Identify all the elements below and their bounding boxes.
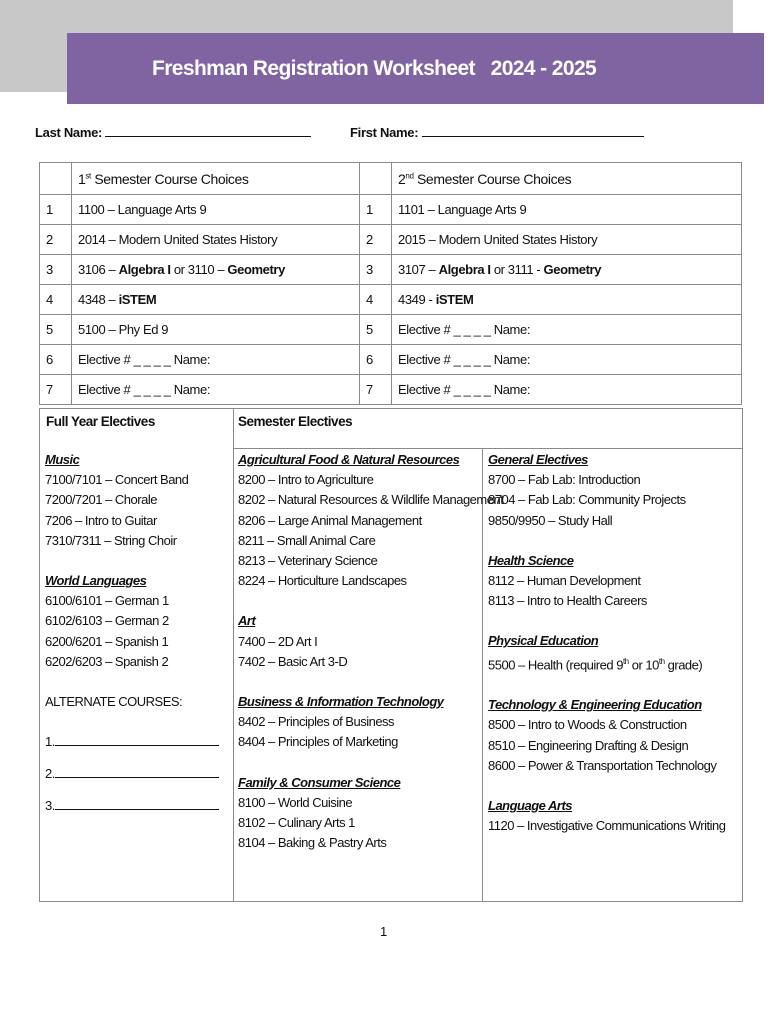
list-item: 8211 – Small Animal Care bbox=[238, 532, 376, 548]
sem1-course: 4348 – iSTEM bbox=[72, 285, 360, 315]
row-number: 1 bbox=[360, 195, 392, 225]
list-item: 8113 – Intro to Health Careers bbox=[488, 593, 647, 609]
table-row bbox=[40, 345, 742, 375]
sem2-elective-field[interactable]: Elective # _ _ _ _ Name: bbox=[392, 375, 742, 405]
alternate-course-field[interactable]: 2. bbox=[45, 764, 219, 786]
sem1-course: 1100 – Language Arts 9 bbox=[72, 195, 360, 225]
list-item: 8500 – Intro to Woods & Construction bbox=[488, 717, 687, 733]
row-number: 2 bbox=[360, 225, 392, 255]
list-item: 8100 – World Cuisine bbox=[238, 794, 353, 810]
list-item: 8104 – Baking & Pastry Arts bbox=[238, 835, 387, 851]
physical-education-title: Physical Education bbox=[488, 633, 599, 649]
table-row bbox=[40, 195, 742, 225]
sem2-course: 1101 – Language Arts 9 bbox=[392, 195, 742, 225]
full-year-column bbox=[45, 450, 219, 818]
list-item: 7400 – 2D Art I bbox=[238, 633, 318, 649]
list-item: 8510 – Engineering Drafting & Design bbox=[488, 737, 689, 753]
semester-header: Semester Electives bbox=[238, 414, 353, 429]
table-row bbox=[40, 375, 742, 405]
list-item: 7206 – Intro to Guitar bbox=[45, 512, 157, 528]
health-science-title: Health Science bbox=[488, 552, 574, 568]
blank-cell bbox=[40, 163, 72, 195]
list-item: 8200 – Intro to Agriculture bbox=[238, 472, 374, 488]
course-choices-table bbox=[39, 162, 742, 405]
list-item: 6102/6103 – German 2 bbox=[45, 613, 169, 629]
blank-cell bbox=[360, 163, 392, 195]
list-item: 7200/7201 – Chorale bbox=[45, 492, 157, 508]
semester-column-2 bbox=[488, 450, 725, 836]
art-title: Art bbox=[238, 613, 256, 629]
family-consumer-title: Family & Consumer Science bbox=[238, 774, 401, 790]
agriculture-title: Agricultural Food & Natural Resources bbox=[238, 452, 460, 467]
first-name-field[interactable] bbox=[350, 125, 644, 140]
row-number: 7 bbox=[360, 375, 392, 405]
list-item: 8213 – Veterinary Science bbox=[238, 553, 378, 569]
sem2-elective-field[interactable]: Elective # _ _ _ _ Name: bbox=[392, 315, 742, 345]
list-item: 8112 – Human Development bbox=[488, 573, 641, 589]
list-item: 8202 – Natural Resources & Wildlife Management bbox=[238, 492, 504, 508]
list-item: 6100/6101 – German 1 bbox=[45, 593, 169, 609]
row-number: 2 bbox=[40, 225, 72, 255]
sem1-elective-field[interactable]: Elective # _ _ _ _ Name: bbox=[72, 345, 360, 375]
divider bbox=[233, 448, 742, 449]
alternate-courses-title: ALTERNATE COURSES: bbox=[45, 694, 183, 710]
row-number: 4 bbox=[40, 285, 72, 315]
semester-column-1 bbox=[238, 450, 503, 853]
list-item: 8704 – Fab Lab: Community Projects bbox=[488, 492, 686, 508]
table-row bbox=[40, 315, 742, 345]
list-item: 7310/7311 – String Choir bbox=[45, 532, 177, 548]
last-name-label: Last Name: bbox=[35, 125, 103, 140]
alternate-course-field[interactable]: 3. bbox=[45, 796, 219, 818]
row-number: 3 bbox=[40, 255, 72, 285]
first-name-label: First Name: bbox=[350, 125, 419, 140]
alternate-course-field[interactable]: 1. bbox=[45, 732, 219, 754]
row-number: 6 bbox=[360, 345, 392, 375]
table-row bbox=[40, 285, 742, 315]
row-number: 4 bbox=[360, 285, 392, 315]
row-number: 3 bbox=[360, 255, 392, 285]
sem2-course: 3107 – Algebra I or 3111 - Geometry bbox=[392, 255, 742, 285]
sem2-course: 2015 – Modern United States History bbox=[392, 225, 742, 255]
sem1-course: 5100 – Phy Ed 9 bbox=[72, 315, 360, 345]
business-title: Business & Information Technology bbox=[238, 694, 444, 710]
table-row bbox=[40, 255, 742, 285]
list-item: 7100/7101 – Concert Band bbox=[45, 472, 189, 488]
general-electives-title: General Electives bbox=[488, 452, 588, 467]
list-item: 5500 – Health (required 9th or 10th grade) bbox=[488, 656, 703, 672]
list-item: 6200/6201 – Spanish 1 bbox=[45, 633, 169, 649]
table-row bbox=[40, 225, 742, 255]
sem1-course: 3106 – Algebra I or 3110 – Geometry bbox=[72, 255, 360, 285]
technology-engineering-title: Technology & Engineering Education bbox=[488, 697, 702, 713]
row-number: 5 bbox=[40, 315, 72, 345]
title-banner bbox=[67, 33, 764, 104]
list-item: 8224 – Horticulture Landscapes bbox=[238, 573, 407, 589]
divider bbox=[233, 409, 234, 901]
sem2-course: 4349 - iSTEM bbox=[392, 285, 742, 315]
page-number: 1 bbox=[380, 924, 388, 939]
row-number: 1 bbox=[40, 195, 72, 225]
world-languages-title: World Languages bbox=[45, 573, 147, 589]
electives-table bbox=[39, 408, 743, 902]
sem2-elective-field[interactable]: Elective # _ _ _ _ Name: bbox=[392, 345, 742, 375]
list-item: 8102 – Culinary Arts 1 bbox=[238, 815, 355, 831]
language-arts-title: Language Arts bbox=[488, 797, 573, 813]
list-item: 9850/9950 – Study Hall bbox=[488, 512, 613, 528]
sem1-elective-field[interactable]: Elective # _ _ _ _ Name: bbox=[72, 375, 360, 405]
sem1-header: 1st Semester Course Choices bbox=[72, 163, 360, 195]
list-item: 8404 – Principles of Marketing bbox=[238, 734, 398, 750]
first-name-line[interactable] bbox=[422, 125, 644, 137]
list-item: 7402 – Basic Art 3-D bbox=[238, 653, 348, 669]
page-title: Freshman Registration Worksheet 2024 - 2025 bbox=[152, 57, 597, 80]
full-year-header: Full Year Electives bbox=[46, 414, 155, 429]
list-item: 8402 – Principles of Business bbox=[238, 714, 395, 730]
list-item: 1120 – Investigative Communications Writing bbox=[488, 818, 726, 834]
row-number: 5 bbox=[360, 315, 392, 345]
row-number: 6 bbox=[40, 345, 72, 375]
music-title: Music bbox=[45, 452, 80, 467]
last-name-line[interactable] bbox=[105, 125, 311, 137]
list-item: 8600 – Power & Transportation Technology bbox=[488, 757, 717, 773]
list-item: 8206 – Large Animal Management bbox=[238, 512, 422, 528]
list-item: 8700 – Fab Lab: Introduction bbox=[488, 472, 641, 488]
last-name-field[interactable] bbox=[35, 125, 311, 140]
table-header-row bbox=[40, 163, 742, 195]
row-number: 7 bbox=[40, 375, 72, 405]
sem2-header: 2nd Semester Course Choices bbox=[392, 163, 742, 195]
sem1-course: 2014 – Modern United States History bbox=[72, 225, 360, 255]
list-item: 6202/6203 – Spanish 2 bbox=[45, 653, 169, 669]
